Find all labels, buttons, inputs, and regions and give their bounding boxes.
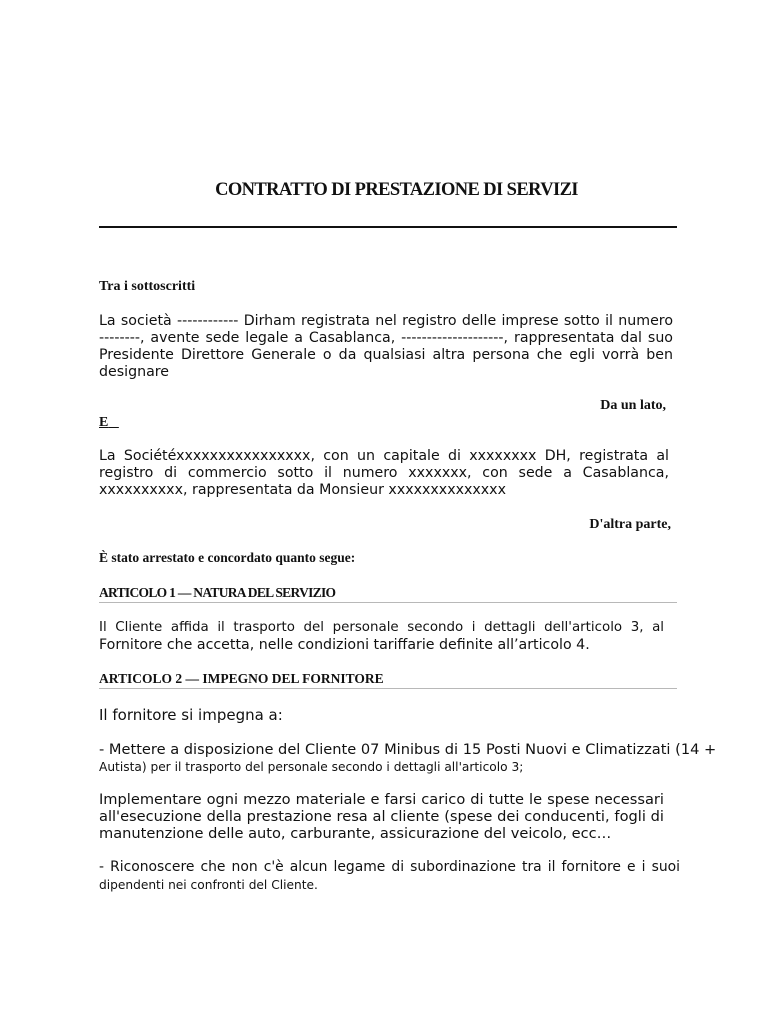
article2-item2-paragraph: Implementare ogni mezzo materiale e farsi carico di tutte le spese necessari all'esecuzione della prestazione resa al cliente (spese dei conducenti, fogli di manutenzione delle auto, carburante, assicurazione del veicolo, ecc…	[99, 791, 664, 842]
article1-heading: ARTICOLO 1 — NATURA DEL SERVIZIO	[99, 585, 677, 603]
article2-heading: ARTICOLO 2 — IMPEGNO DEL FORNITORE	[99, 671, 677, 689]
article2-intro: Il fornitore si impegna a:	[99, 706, 283, 724]
one-side-label: Da un lato,	[600, 398, 666, 413]
title-divider	[99, 226, 677, 228]
article2-item3-line2: dipendenti nei confronti del Cliente.	[99, 878, 318, 892]
party1-paragraph: La società ------------ Dirham registrata nel registro delle imprese sotto il numero --------, avente sede legale a Casablanca, --------------------, rappresentata dal suo Presidente Direttore Generale o da qualsiasi altra persona che egli vorrà ben designare	[99, 313, 673, 380]
article2-item3-line1: - Riconoscere che non c'è alcun legame di subordinazione tra il fornitore e i suoi	[99, 859, 680, 875]
article1-line1: Il Cliente affida il trasporto del personale secondo i dettagli dell'articolo 3, al	[99, 620, 664, 635]
other-side-label: D'altra parte,	[589, 517, 671, 532]
article2-item1-line2: Autista) per il trasporto del personale secondo i dettagli all'articolo 3;	[99, 760, 524, 774]
article2-item1-line1: - Mettere a disposizione del Cliente 07 Minibus di 15 Posti Nuovi e Climatizzati (14 +	[99, 741, 717, 758]
document-title: CONTRATTO DI PRESTAZIONE DI SERVIZI	[215, 180, 578, 200]
article1-line2: Fornitore che accetta, nelle condizioni tariffarie definite all’articolo 4.	[99, 637, 590, 653]
party2-paragraph: La Sociétéxxxxxxxxxxxxxxxx, con un capitale di xxxxxxxx DH, registrata al registro di commercio sotto il numero xxxxxxx, con sede a Casablanca, xxxxxxxxxx, rappresentata da Monsieur xxxxxxxxxxxxxx	[99, 448, 669, 498]
agreement-statement: È stato arrestato e concordato quanto segue:	[99, 550, 356, 565]
and-label: E	[99, 415, 109, 430]
between-label: Tra i sottoscritti	[99, 279, 196, 294]
